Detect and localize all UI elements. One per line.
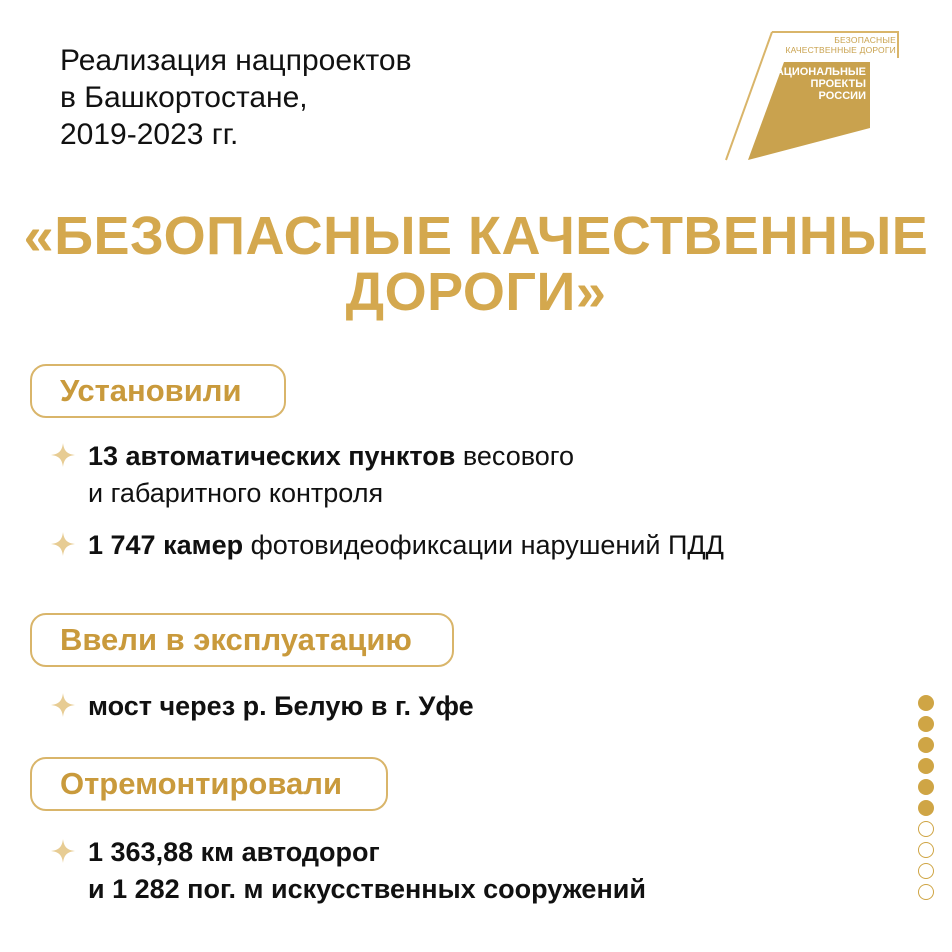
list-item	[50, 438, 574, 512]
item-text: фотовидеофиксации нарушений ПДД	[243, 530, 724, 560]
sparkle-star-icon	[50, 838, 76, 864]
section-badge-repaired: Отремонтировали	[30, 757, 388, 811]
list-item	[50, 834, 646, 908]
item-text-line-2: и габаритного контроля	[88, 478, 384, 508]
pagination-dot[interactable]	[918, 884, 934, 900]
page-subtitle	[60, 42, 412, 153]
logo-title-line-2: ПРОЕКТЫ	[810, 78, 866, 90]
sparkle-star-icon	[50, 531, 76, 557]
list-item	[50, 688, 474, 725]
logo-title-line-1: НАЦИОНАЛЬНЫЕ	[767, 66, 866, 78]
item-highlight: мост через р. Белую в г. Уфе	[88, 691, 474, 721]
logo-title	[768, 66, 866, 102]
pagination-dot[interactable]	[918, 737, 934, 753]
sparkle-star-icon	[50, 692, 76, 718]
logo-caption-line-1: БЕЗОПАСНЫЕ	[834, 35, 896, 45]
item-highlight: 13 автоматических пунктов	[88, 441, 456, 471]
pagination-dot[interactable]	[918, 695, 934, 711]
national-projects-logo	[724, 30, 904, 164]
item-highlight: 1 747 камер	[88, 530, 244, 560]
list-item	[50, 527, 724, 564]
pagination-dot[interactable]	[918, 863, 934, 879]
section-badge-installed: Установили	[30, 364, 286, 418]
title-line-2: ДОРОГИ»	[345, 262, 607, 322]
subtitle-line-3: 2019-2023 гг.	[60, 118, 239, 151]
sparkle-star-icon	[50, 442, 76, 468]
title-line-1: «БЕЗОПАСНЫЕ КАЧЕСТВЕННЫЕ	[23, 206, 929, 266]
pagination-dot[interactable]	[918, 716, 934, 732]
item-text: весового	[455, 441, 575, 471]
pagination-indicator	[918, 695, 938, 905]
subtitle-line-1: Реализация нацпроектов	[60, 44, 412, 77]
section-badge-commissioned: Ввели в эксплуатацию	[30, 613, 454, 667]
logo-caption-line-2: КАЧЕСТВЕННЫЕ ДОРОГИ	[785, 45, 896, 55]
item-highlight-line-2: и 1 282 пог. м искусственных сооружений	[88, 874, 646, 904]
pagination-dot[interactable]	[918, 800, 934, 816]
item-highlight: 1 363,88 км автодорог	[88, 837, 380, 867]
logo-title-line-3: РОССИИ	[818, 90, 866, 102]
pagination-dot[interactable]	[918, 758, 934, 774]
pagination-dot[interactable]	[918, 842, 934, 858]
pagination-dot[interactable]	[918, 821, 934, 837]
subtitle-line-2: в Башкортостане,	[60, 81, 308, 114]
logo-caption	[786, 35, 897, 55]
page-title	[0, 208, 952, 320]
pagination-dot[interactable]	[918, 779, 934, 795]
